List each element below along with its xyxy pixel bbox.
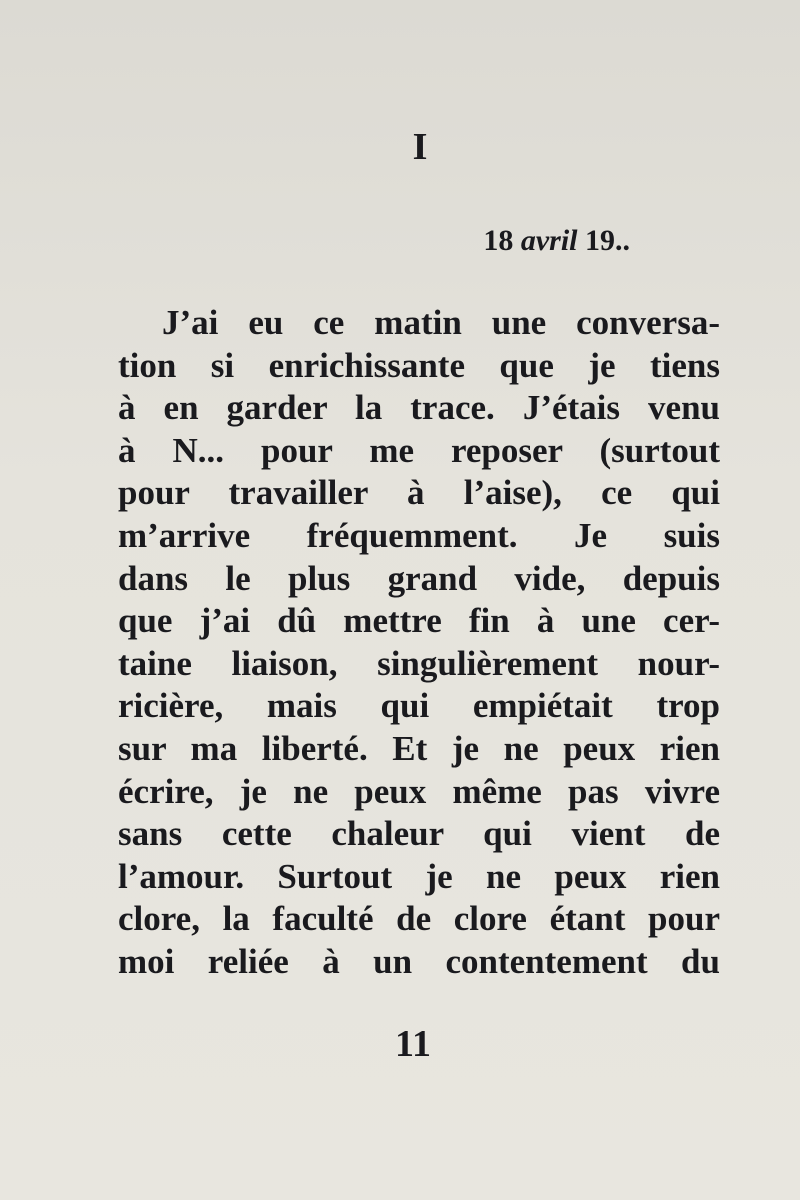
text-line: ricière, mais qui empiétait trop (118, 686, 720, 726)
text-line: à N... pour me reposer (surtout (118, 430, 720, 470)
text-line: clore, la faculté de clore étant pour (118, 899, 720, 939)
date-year: 19.. (585, 224, 630, 257)
text-line: moi reliée à un contentement du (118, 941, 720, 981)
text-line: taine liaison, singulièrement nour- (118, 643, 720, 683)
page-number: 11 (395, 1023, 431, 1065)
text-line: sans cette chaleur qui vient de (118, 814, 720, 854)
text-line: écrire, je ne peux même pas vivre (118, 771, 720, 811)
text-line: dans le plus grand vide, depuis (118, 558, 720, 598)
date-month: avril (520, 224, 578, 257)
text-line: que j’ai dû mettre fin à une cer- (118, 601, 720, 641)
entry-date (483, 224, 630, 258)
text-line: à en garder la trace. J’étais venu (118, 388, 720, 428)
text-line: sur ma liberté. Et je ne peux rien (118, 728, 720, 768)
chapter-number: I (412, 126, 428, 168)
text-line: pour travailler à l’aise), ce qui (118, 473, 720, 513)
text-line: tion si enrichissante que je tiens (118, 345, 720, 385)
date-day: 18 (483, 224, 514, 257)
text-line: m’arrive fréquemment. Je suis (118, 515, 720, 555)
text-line: J’ai eu ce matin une conversa- (162, 303, 720, 342)
body-paragraph (118, 302, 720, 984)
text-line: l’amour. Surtout je ne peux rien (118, 856, 720, 896)
